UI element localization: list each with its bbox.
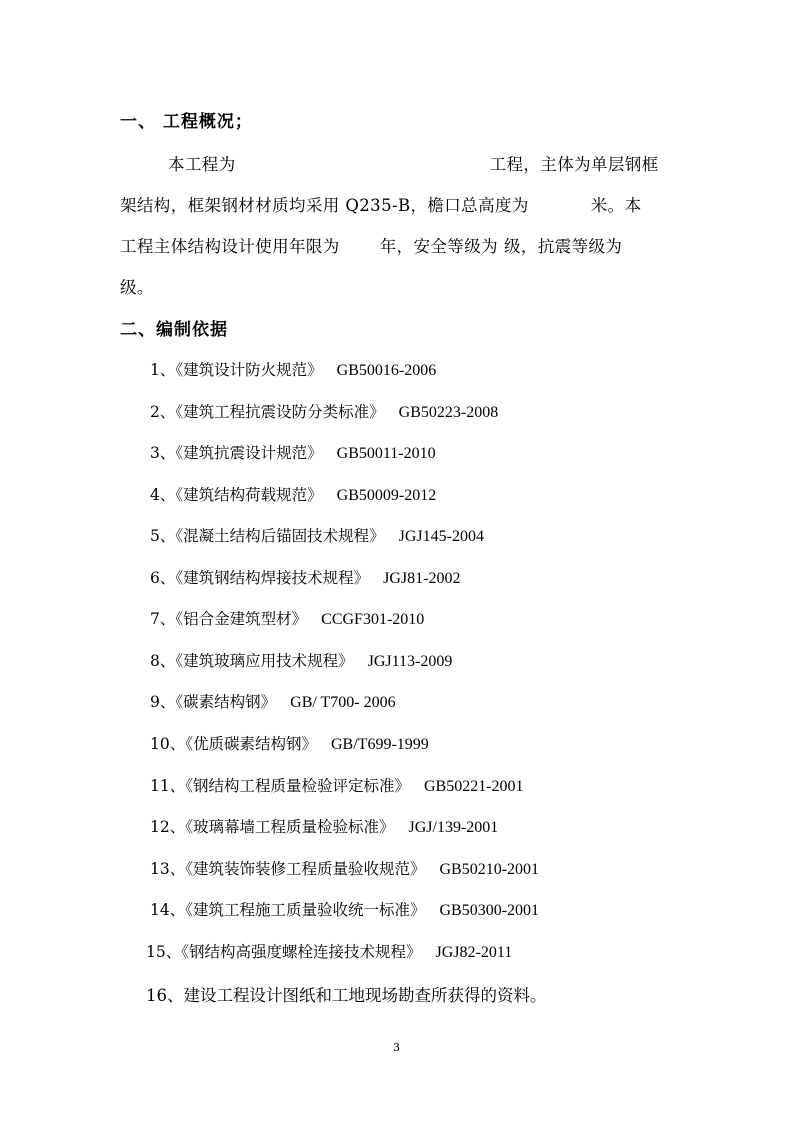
reference-number: 14、 — [150, 901, 186, 919]
reference-code: JGJ82-2011 — [435, 944, 513, 961]
reference-number: 15、 — [146, 943, 182, 961]
reference-code: GB50009-2012 — [336, 487, 437, 504]
reference-title: 《优质碳素结构钢》 — [185, 735, 317, 753]
reference-number: 12、 — [150, 818, 186, 836]
reference-item — [150, 358, 436, 380]
reference-title: 《建筑工程施工质量验收统一标准》 — [185, 901, 426, 919]
reference-code: JGJ145-2004 — [398, 528, 484, 545]
reference-code: GB50011-2010 — [336, 445, 436, 462]
reference-number: 9、 — [150, 693, 176, 711]
reference-title: 《建筑钢结构焊接技术规程》 — [175, 569, 370, 587]
overview-text: 工程，主体为单层钢框 — [489, 155, 659, 174]
overview-text: 级，抗震等级为 — [504, 237, 623, 256]
overview-text: 本工程为 — [168, 155, 236, 174]
reference-number: 6、 — [150, 569, 176, 587]
reference-title: 《建筑工程抗震设防分类标准》 — [175, 403, 385, 421]
overview-text: 级。 — [120, 278, 154, 297]
reference-item — [150, 483, 436, 505]
reference-number: 4、 — [150, 486, 176, 504]
reference-number: 13、 — [150, 860, 186, 878]
reference-number: 1、 — [150, 361, 176, 379]
reference-title: 《建筑玻璃应用技术规程》 — [175, 652, 354, 670]
reference-title: 《建筑抗震设计规范》 — [175, 444, 323, 462]
reference-code: GB50016-2006 — [336, 362, 437, 379]
overview-text: 架结构，框架钢材材质均采用 Q235-B，檐口总高度为 — [120, 196, 529, 215]
page-number: 3 — [393, 1041, 400, 1054]
reference-title: 《建筑装饰装修工程质量验收规范》 — [185, 860, 426, 878]
reference-title: 《建筑设计防火规范》 — [175, 361, 323, 379]
reference-number: 5、 — [150, 527, 176, 545]
reference-number: 7、 — [150, 610, 176, 628]
reference-number: 16、 — [146, 986, 184, 1005]
reference-number: 10、 — [150, 735, 186, 753]
reference-code: GB50221-2001 — [424, 778, 524, 795]
reference-code: GB50210-2001 — [439, 861, 540, 878]
reference-number: 3、 — [150, 444, 176, 462]
reference-item — [150, 815, 498, 837]
reference-title: 《玻璃幕墙工程质量检验标准》 — [185, 818, 395, 836]
reference-code: JGJ/139-2001 — [408, 819, 499, 836]
reference-number: 2、 — [150, 403, 176, 421]
reference-title: 《钢结构高强度螺栓连接技术规程》 — [181, 943, 422, 961]
reference-item — [150, 690, 396, 712]
reference-item — [150, 441, 436, 463]
reference-item — [150, 649, 452, 671]
reference-item — [150, 857, 539, 879]
reference-title: 《铝合金建筑型材》 — [175, 610, 308, 628]
reference-item — [150, 400, 498, 422]
reference-code: JGJ113-2009 — [367, 653, 453, 670]
reference-title: 《钢结构工程质量检验评定标准》 — [185, 777, 410, 795]
reference-code: GB/T699-1999 — [331, 736, 429, 753]
reference-code: GB50223-2008 — [398, 404, 499, 421]
reference-item — [150, 524, 484, 546]
reference-number: 11、 — [150, 777, 186, 795]
reference-title: 《建筑结构荷载规范》 — [175, 486, 323, 504]
overview-text: 米。本 — [590, 196, 642, 215]
overview-text: 年，安全等级为 — [379, 237, 499, 256]
reference-title: 《碳素结构钢》 — [175, 693, 277, 711]
reference-title: 《混凝土结构后锚固技术规程》 — [175, 527, 385, 545]
overview-text: 工程主体结构设计使用年限为 — [120, 237, 340, 256]
reference-code: JGJ81-2002 — [383, 570, 461, 587]
reference-item — [146, 982, 547, 1006]
reference-code: GB50300-2001 — [439, 902, 540, 919]
section-heading-basis: 二、编制依据 — [120, 320, 228, 340]
reference-item — [150, 607, 424, 629]
reference-item — [150, 732, 429, 754]
reference-item — [150, 566, 460, 588]
section-heading-overview: 一、 工程概况； — [120, 112, 253, 132]
reference-item — [150, 774, 524, 796]
reference-title: 建设工程设计图纸和工地现场勘查所获得的资料。 — [183, 986, 547, 1005]
reference-item — [150, 898, 539, 920]
reference-item — [146, 940, 512, 962]
reference-number: 8、 — [150, 652, 176, 670]
reference-code: GB/ T700- 2006 — [290, 694, 396, 711]
reference-code: CCGF301-2010 — [321, 611, 425, 628]
